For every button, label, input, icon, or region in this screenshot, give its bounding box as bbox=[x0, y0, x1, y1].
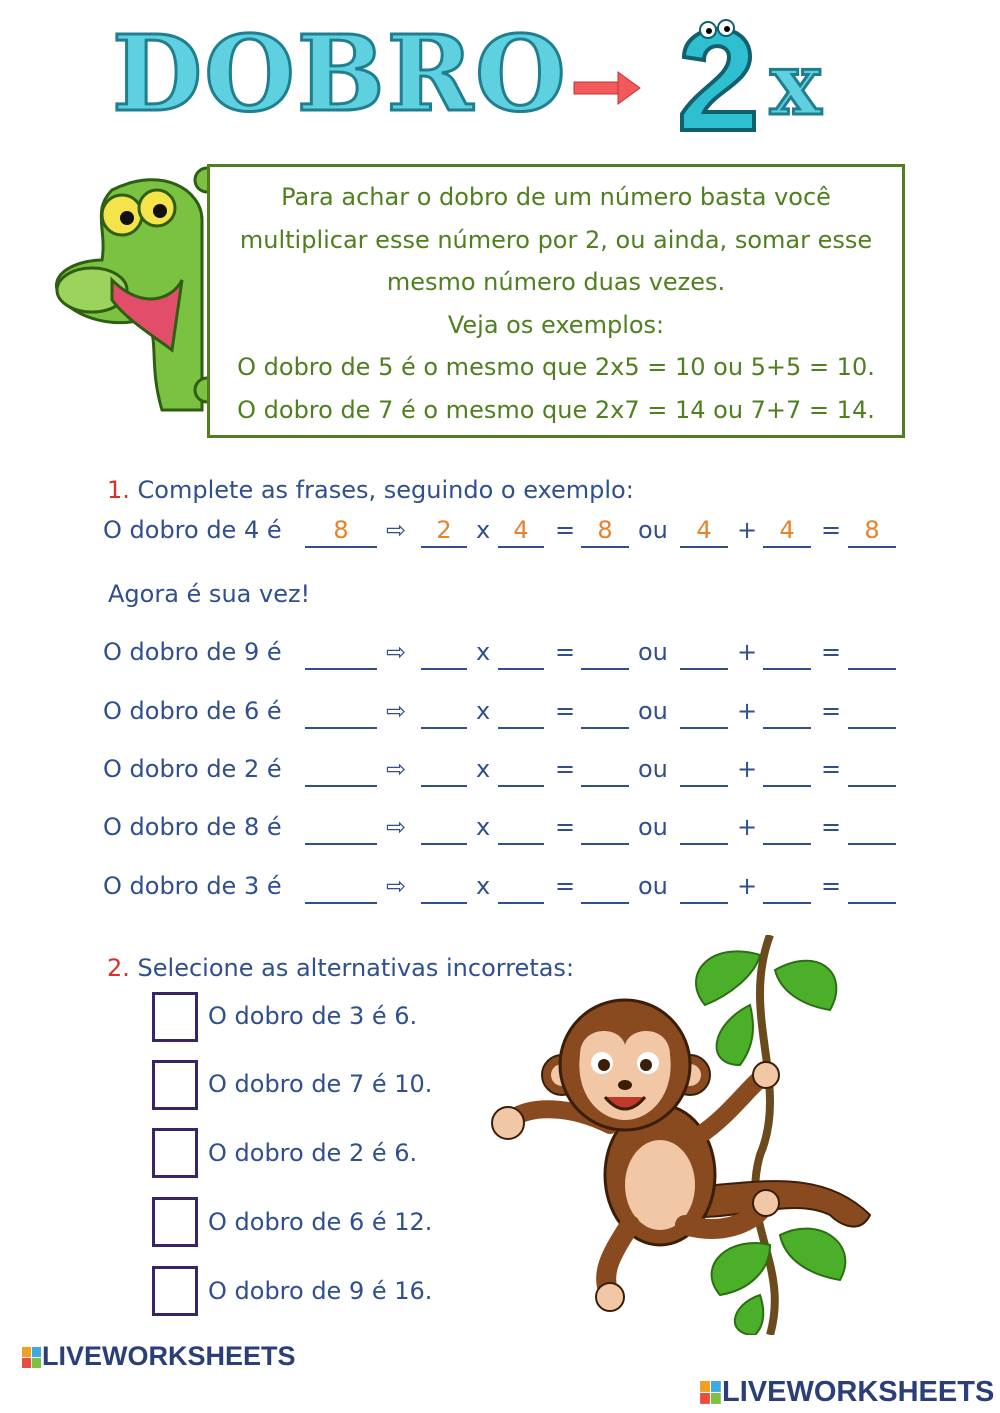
plus-symbol: + bbox=[737, 872, 758, 900]
equals-symbol: = bbox=[821, 638, 842, 666]
factor-blank[interactable] bbox=[421, 697, 467, 729]
row-prefix: O dobro de 6 é bbox=[103, 697, 282, 725]
addend-blank[interactable] bbox=[763, 697, 811, 729]
times-symbol: x bbox=[476, 872, 491, 900]
arrow-icon: ⇨ bbox=[386, 813, 407, 841]
equals-symbol: = bbox=[821, 872, 842, 900]
option-label: O dobro de 7 é 10. bbox=[208, 1070, 433, 1098]
equals-symbol: = bbox=[555, 813, 576, 841]
answer-blank[interactable] bbox=[305, 638, 377, 670]
times-symbol: x bbox=[476, 516, 491, 544]
arrow-icon: ⇨ bbox=[386, 638, 407, 666]
product-blank[interactable] bbox=[581, 638, 629, 670]
plus-symbol: + bbox=[737, 697, 758, 725]
info-line: mesmo número duas vezes. bbox=[386, 268, 726, 296]
exercise2-number: 2. bbox=[107, 954, 130, 982]
equals-symbol: = bbox=[555, 638, 576, 666]
liveworksheets-logo-text: LIVEWORKSHEETS bbox=[42, 1341, 296, 1371]
arrow-icon: ⇨ bbox=[386, 516, 407, 544]
factor-blank[interactable] bbox=[421, 872, 467, 904]
equals-symbol: = bbox=[821, 813, 842, 841]
factor-blank[interactable] bbox=[498, 697, 544, 729]
or-word: ou bbox=[638, 755, 668, 783]
or-word: ou bbox=[638, 872, 668, 900]
factor-blank[interactable] bbox=[498, 755, 544, 787]
number-two-character bbox=[674, 12, 760, 132]
liveworksheets-logo-icon bbox=[22, 1347, 42, 1369]
factor-blank[interactable] bbox=[421, 755, 467, 787]
equals-symbol: = bbox=[555, 697, 576, 725]
option-checkbox[interactable] bbox=[152, 1197, 198, 1247]
example-sum: 8 bbox=[848, 516, 896, 548]
times-symbol: x bbox=[476, 755, 491, 783]
or-word: ou bbox=[638, 516, 668, 544]
sum-blank[interactable] bbox=[848, 755, 896, 787]
product-blank[interactable] bbox=[581, 813, 629, 845]
option-checkbox[interactable] bbox=[152, 992, 198, 1042]
answer-blank[interactable] bbox=[305, 755, 377, 787]
crocodile-illustration bbox=[52, 160, 222, 420]
example-addend-d: 4 bbox=[763, 516, 811, 548]
info-text bbox=[210, 176, 902, 431]
sum-blank[interactable] bbox=[848, 813, 896, 845]
or-word: ou bbox=[638, 638, 668, 666]
option-checkbox[interactable] bbox=[152, 1060, 198, 1110]
plus-symbol: + bbox=[737, 813, 758, 841]
sum-blank[interactable] bbox=[848, 638, 896, 670]
sum-blank[interactable] bbox=[848, 697, 896, 729]
factor-blank[interactable] bbox=[421, 638, 467, 670]
info-line: O dobro de 7 é o mesmo que 2x7 = 14 ou 7+7 = 14. bbox=[237, 395, 875, 424]
exercise1-instruction: Complete as frases, seguindo o exemplo: bbox=[137, 476, 634, 504]
row-prefix: O dobro de 3 é bbox=[103, 872, 282, 900]
example-factor-b: 4 bbox=[498, 516, 544, 548]
row-prefix: O dobro de 8 é bbox=[103, 813, 282, 841]
equals-symbol: = bbox=[821, 755, 842, 783]
addend-blank[interactable] bbox=[680, 697, 728, 729]
arrow-icon: ⇨ bbox=[386, 872, 407, 900]
or-word: ou bbox=[638, 697, 668, 725]
addend-blank[interactable] bbox=[763, 813, 811, 845]
factor-blank[interactable] bbox=[498, 872, 544, 904]
times-symbol: x bbox=[476, 638, 491, 666]
example-product: 8 bbox=[581, 516, 629, 548]
factor-blank[interactable] bbox=[421, 813, 467, 845]
equals-symbol: = bbox=[555, 755, 576, 783]
addend-blank[interactable] bbox=[680, 755, 728, 787]
equals-symbol: = bbox=[555, 516, 576, 544]
addend-blank[interactable] bbox=[763, 872, 811, 904]
option-label: O dobro de 2 é 6. bbox=[208, 1139, 418, 1167]
equals-symbol: = bbox=[555, 872, 576, 900]
addend-blank[interactable] bbox=[680, 813, 728, 845]
factor-blank[interactable] bbox=[498, 638, 544, 670]
liveworksheets-logo-text: LIVEWORKSHEETS bbox=[722, 1376, 995, 1408]
info-line: multiplicar esse número por 2, ou ainda, somar esse bbox=[239, 225, 873, 254]
exercise1-heading bbox=[107, 476, 634, 504]
addend-blank[interactable] bbox=[680, 872, 728, 904]
info-line: O dobro de 5 é o mesmo que 2x5 = 10 ou 5+5 = 10. bbox=[237, 353, 875, 381]
option-label: O dobro de 6 é 12. bbox=[208, 1208, 433, 1236]
arrow-right-icon bbox=[572, 70, 642, 106]
row-prefix: O dobro de 9 é bbox=[103, 638, 282, 666]
times-symbol: x bbox=[476, 697, 491, 725]
answer-blank[interactable] bbox=[305, 872, 377, 904]
times-symbol: x bbox=[476, 813, 491, 841]
plus-symbol: + bbox=[737, 516, 758, 544]
addend-blank[interactable] bbox=[680, 638, 728, 670]
answer-blank[interactable] bbox=[305, 697, 377, 729]
liveworksheets-logo-icon bbox=[700, 1381, 722, 1405]
exercise2-instruction: Selecione as alternativas incorretas: bbox=[137, 954, 575, 982]
product-blank[interactable] bbox=[581, 697, 629, 729]
exercise1-number: 1. bbox=[107, 476, 130, 504]
plus-symbol: + bbox=[737, 755, 758, 783]
equals-symbol: = bbox=[821, 516, 842, 544]
addend-blank[interactable] bbox=[763, 638, 811, 670]
product-blank[interactable] bbox=[581, 872, 629, 904]
row-prefix: O dobro de 2 é bbox=[103, 755, 282, 783]
example-factor-a: 2 bbox=[421, 516, 467, 548]
product-blank[interactable] bbox=[581, 755, 629, 787]
your-turn-label: Agora é sua vez! bbox=[108, 580, 311, 608]
example-addend-c: 4 bbox=[680, 516, 728, 548]
monkey-illustration bbox=[490, 935, 880, 1335]
plus-symbol: + bbox=[737, 638, 758, 666]
row-prefix: O dobro de 4 é bbox=[103, 516, 282, 544]
example-answer: 8 bbox=[305, 516, 377, 548]
factor-blank[interactable] bbox=[498, 813, 544, 845]
addend-blank[interactable] bbox=[763, 755, 811, 787]
info-line: Para achar o dobro de um número basta você bbox=[281, 183, 831, 211]
title-dobro: DOBRO bbox=[112, 12, 568, 135]
sum-blank[interactable] bbox=[848, 872, 896, 904]
option-checkbox[interactable] bbox=[152, 1128, 198, 1178]
or-word: ou bbox=[638, 813, 668, 841]
liveworksheets-logo bbox=[22, 1341, 296, 1372]
arrow-icon: ⇨ bbox=[386, 755, 407, 783]
info-line: Veja os exemplos: bbox=[447, 310, 665, 339]
answer-blank[interactable] bbox=[305, 813, 377, 845]
option-label: O dobro de 3 é 6. bbox=[208, 1002, 418, 1030]
liveworksheets-logo-bottom bbox=[700, 1376, 994, 1409]
option-checkbox[interactable] bbox=[152, 1266, 198, 1316]
equals-symbol: = bbox=[821, 697, 842, 725]
title-x: x bbox=[770, 34, 822, 135]
arrow-icon: ⇨ bbox=[386, 697, 407, 725]
option-label: O dobro de 9 é 16. bbox=[208, 1277, 433, 1305]
